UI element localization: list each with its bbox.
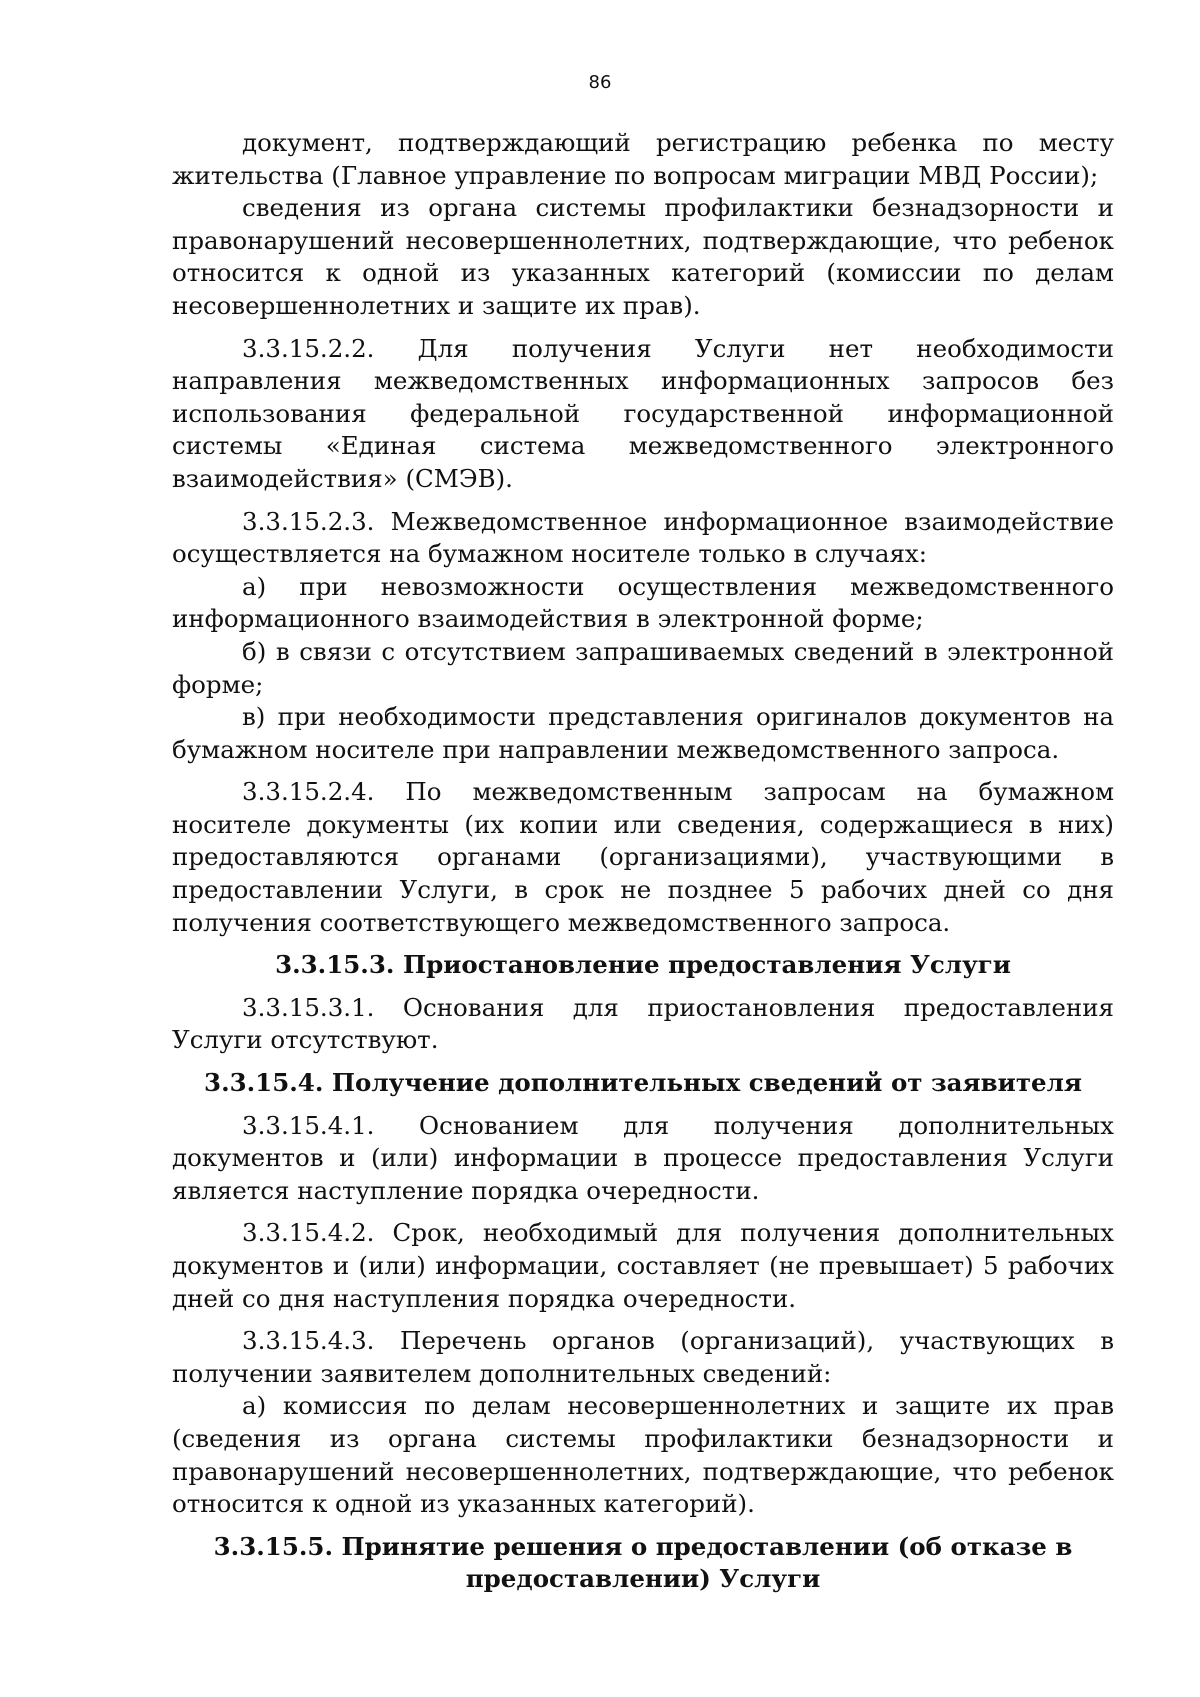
section-heading	[172, 1067, 1114, 1100]
section-heading	[172, 949, 1114, 982]
paragraph: 3.3.15.3.1. Основания для приостановления предоставления Услуги отсутствуют.	[172, 992, 1114, 1055]
paragraph: 3.3.15.4.2. Срок, необходимый для получения дополнительных документов и (или) информации, составляет (не превышает) 5 рабочих дней со дня наступления порядка очередности.	[172, 1218, 1114, 1313]
paragraph: 3.3.15.4.1. Основанием для получения дополнительных документов и (или) информации в процессе предоставления Услуги является наступление порядка очередности.	[172, 1110, 1114, 1205]
paragraph: 3.3.15.2.2. Для получения Услуги нет необходимости направления межведомственных информационных запросов без использования федеральной государственной информационной системы «Единая система межведомственного электронного взаимодействия» (СМЭВ).	[172, 333, 1114, 493]
paragraph: 3.3.15.2.3. Межведомственное информационное взаимодействие осуществляется на бумажном носителе только в случаях:	[172, 506, 1114, 569]
paragraph: б) в связи с отсутствием запрашиваемых сведений в электронной форме;	[172, 636, 1114, 699]
paragraph: 3.3.15.2.4. По межведомственным запросам на бумажном носителе документы (их копии или сведения, содержащиеся в них) предоставляются органами (организациями), участвующими в предоставлении Услуги, в срок не позднее 5 рабочих дней со дня получения соответствующего межведомственного запроса.	[172, 777, 1114, 937]
section-heading-line: предоставлении) Услуги	[465, 1564, 821, 1594]
document-body	[172, 127, 1114, 1606]
page-number: 86	[588, 72, 612, 93]
paragraph: в) при необходимости представления оригиналов документов на бумажном носителе при направлении межведомственного запроса.	[172, 702, 1114, 764]
section-heading-line: 3.3.15.3. Приостановление предоставления Услуги	[275, 950, 1011, 980]
section-heading	[172, 1531, 1114, 1596]
section-heading-line: 3.3.15.5. Принятие решения о предоставлении (об отказе в	[213, 1531, 1073, 1561]
paragraph: 3.3.15.4.3. Перечень органов (организаций), участвующих в получении заявителем дополнительных сведений:	[172, 1326, 1114, 1388]
paragraph: а) комиссия по делам несовершеннолетних и защите их прав (сведения из органа системы профилактики безнадзорности и правонарушений несовершеннолетних, подтверждающие, что ребенок относится к одной из указанных категорий).	[172, 1391, 1114, 1519]
paragraph: а) при невозможности осуществления межведомственного информационного взаимодействия в электронной форме;	[172, 571, 1114, 634]
paragraph: документ, подтверждающий регистрацию ребенка по месту жительства (Главное управление по вопросам миграции МВД России);	[172, 128, 1114, 190]
section-heading-line: 3.3.15.4. Получение дополнительных сведений от заявителя	[204, 1068, 1082, 1098]
paragraph: сведения из органа системы профилактики безнадзорности и правонарушений несовершеннолетних, подтверждающие, что ребенок относится к одной из указанных категорий (комиссии по делам несовершеннолетних и защите их прав).	[172, 193, 1114, 320]
